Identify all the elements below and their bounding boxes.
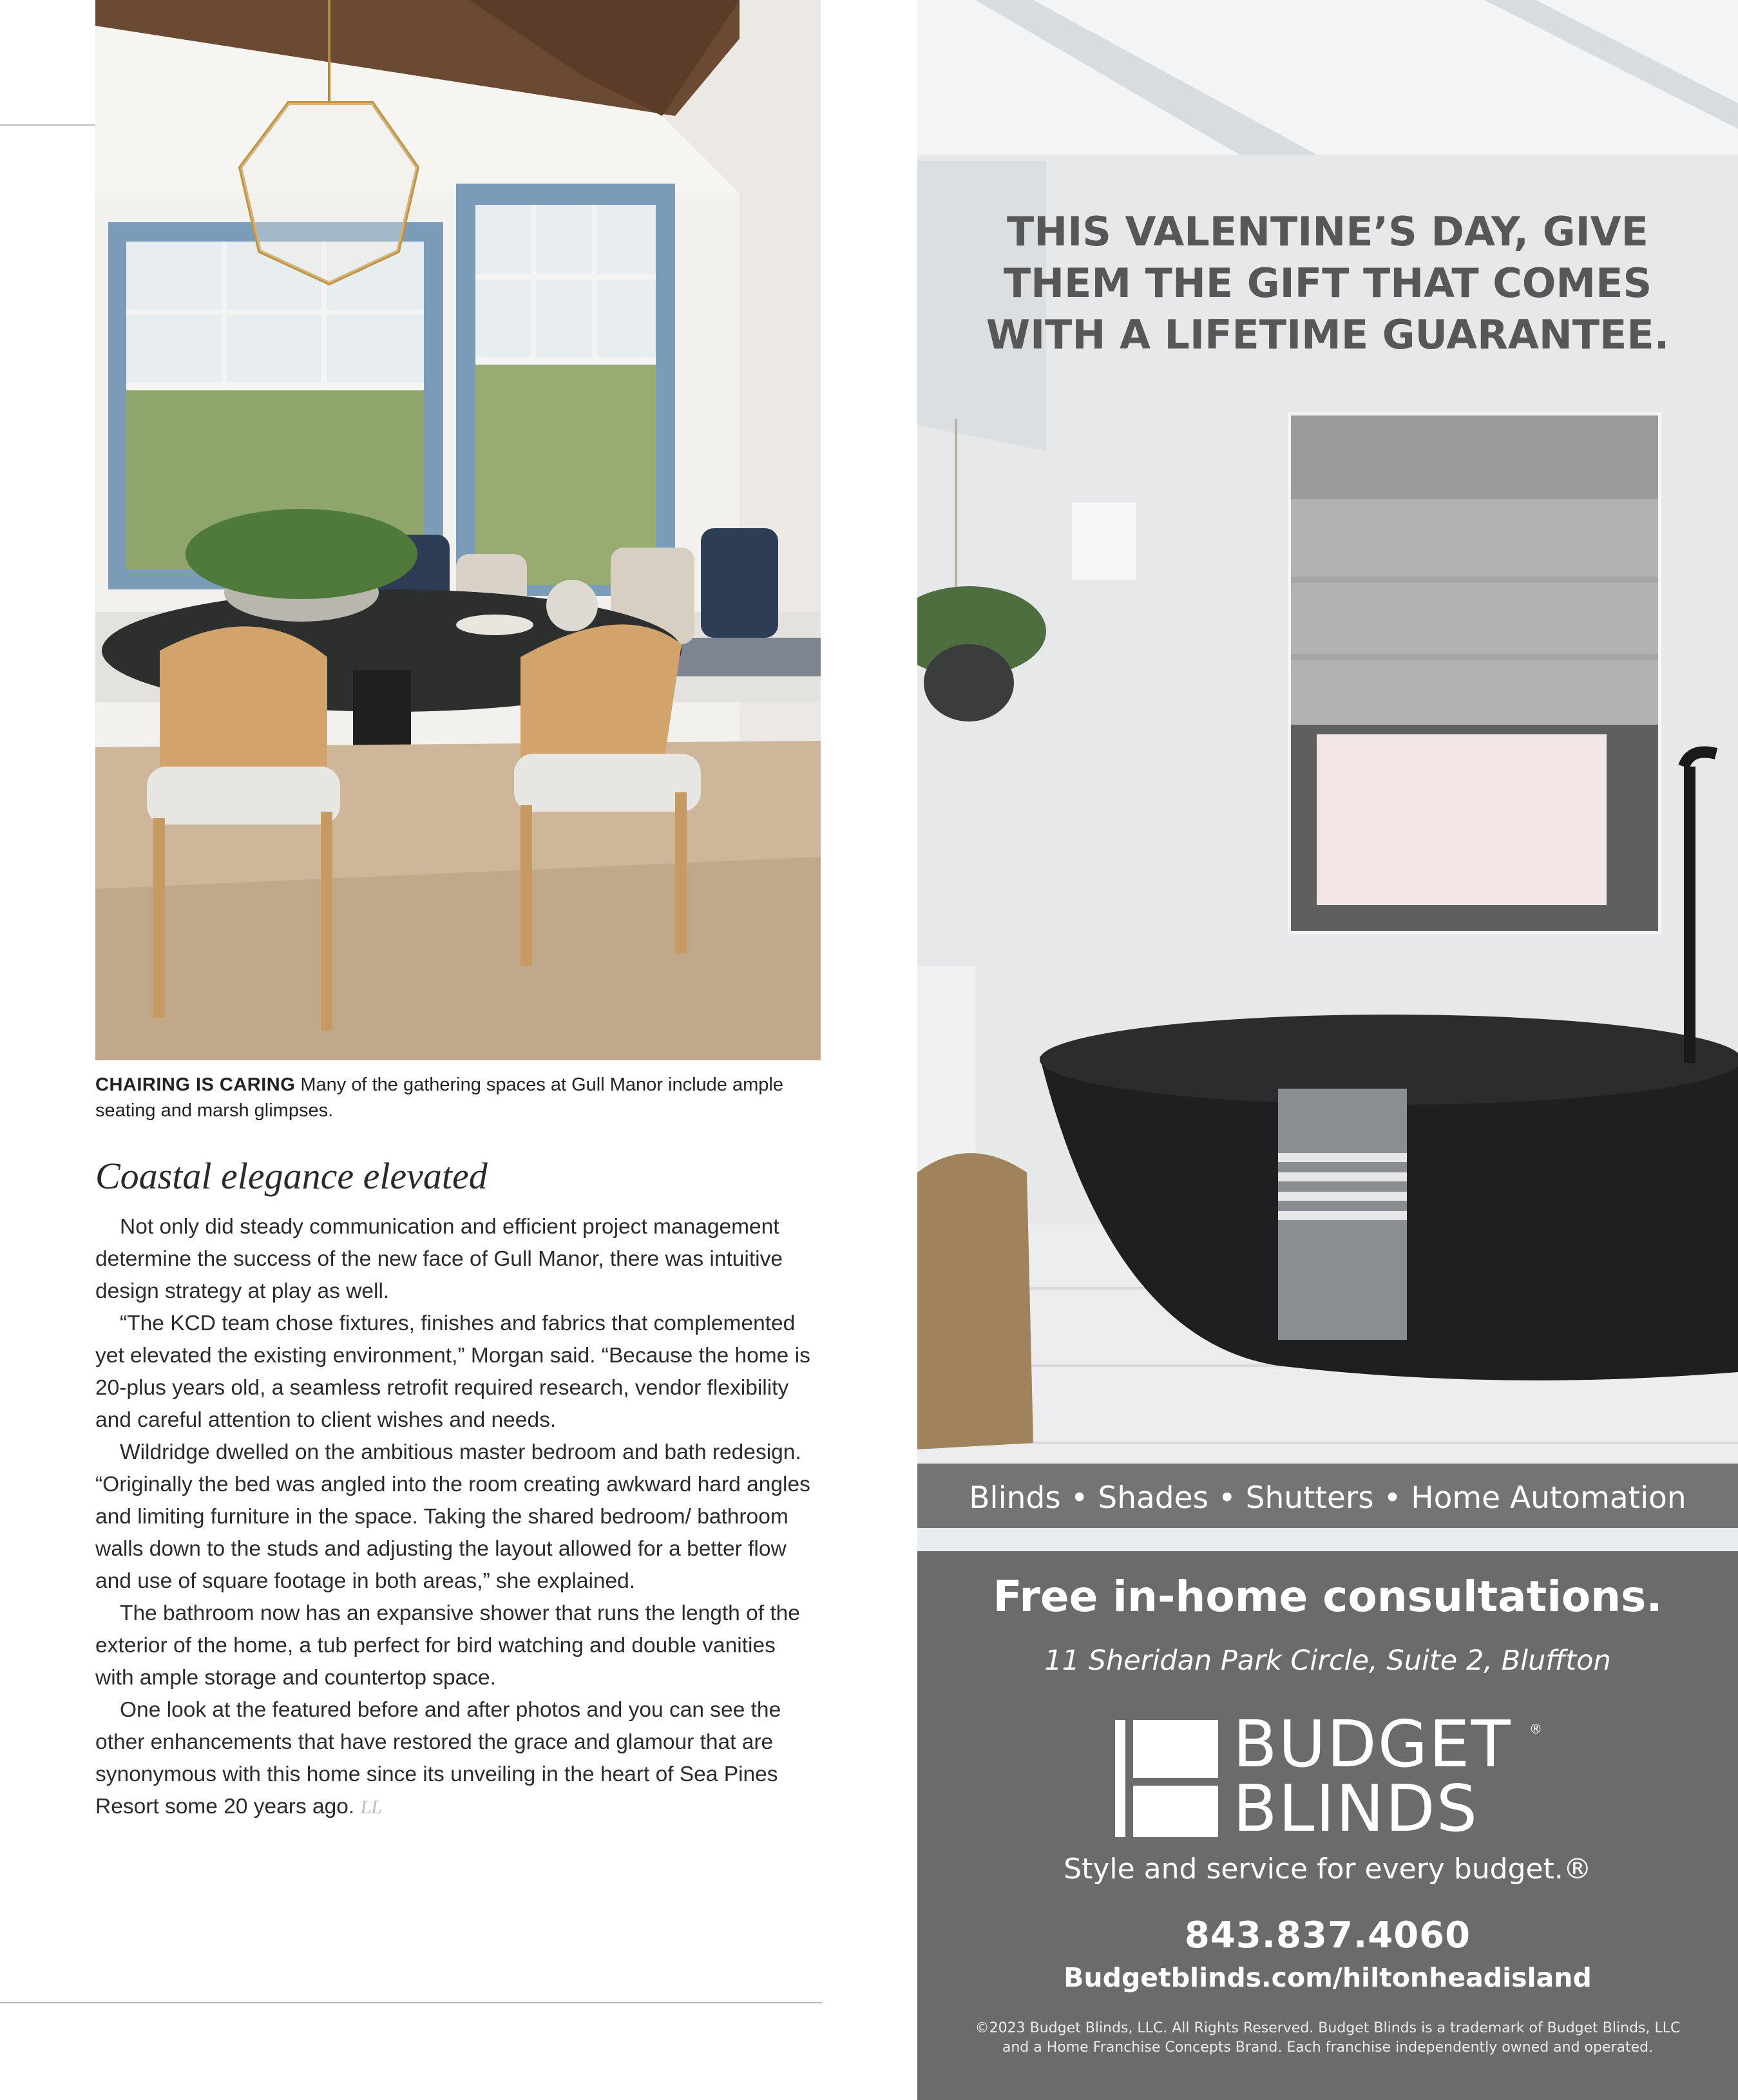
headline-line-2: THEM THE GIFT THAT COMES bbox=[1003, 260, 1652, 307]
website-link[interactable]: Budgetblinds.com/hiltonheadisland bbox=[1064, 1962, 1592, 1993]
headline-line-1: THIS VALENTINE’S DAY, GIVE bbox=[1007, 208, 1648, 255]
legal-notice bbox=[917, 2019, 1738, 2057]
caption-label: CHAIRING IS CARING bbox=[95, 1074, 296, 1095]
brand-line-2: BLINDS bbox=[1233, 1771, 1479, 1846]
paragraph-5 bbox=[95, 1694, 817, 1824]
paragraph-3: Wildridge dwelled on the ambitious master bedroom and bath redesign. “Originally the bed was angled into the room creating awkward hard angles and limiting furniture in the space. Taking the shared bedroom/ bathroom walls down to the studs and adjusting the layout allowed for a better flow and use of square footage in both areas,” she explained. bbox=[95, 1440, 810, 1593]
article-body bbox=[95, 1211, 817, 1824]
headline-line-3: WITH A LIFETIME GUARANTEE. bbox=[986, 311, 1670, 358]
budget-blinds-logo-icon bbox=[1115, 1720, 1218, 1837]
store-address: 11 Sheridan Park Circle, Suite 2, Bluffton bbox=[1044, 1645, 1611, 1677]
caption-text-line2: seating and marsh glimpses. bbox=[95, 1100, 334, 1121]
signoff-mark: LL bbox=[360, 1797, 382, 1818]
phone-number[interactable]: 843.837.4060 bbox=[1184, 1914, 1471, 1956]
consultation-offer: Free in-home consultations. bbox=[993, 1572, 1663, 1621]
budget-blinds-ad bbox=[917, 0, 1738, 2100]
section-heading: Coastal elegance elevated bbox=[95, 1155, 488, 1197]
top-rule bbox=[0, 124, 95, 126]
bottom-rule bbox=[0, 2002, 822, 2003]
caption-text: Many of the gathering spaces at Gull Manor include ample bbox=[300, 1074, 783, 1095]
legal-line-1: ©2023 Budget Blinds, LLC. All Rights Reserved. Budget Blinds is a trademark of Budget Blinds, LLC bbox=[975, 2020, 1681, 2036]
paragraph-2: “The KCD team chose fixtures, finishes and fabrics that complemented yet elevated the existing environment,” Morgan said. “Because the home is 20-plus years old, a seamless retrofit required research, vendor flexibility and careful attention to client wishes and needs. bbox=[95, 1312, 810, 1432]
paragraph-5-text: One look at the featured before and after photos and you can see the other enhancements that have restored the grace and glamour that are synonymous with this home since its unveiling in the heart of Sea Pines Resort some 20 years ago. bbox=[95, 1698, 781, 1818]
brand-wordmark bbox=[1233, 1706, 1512, 1846]
paragraph-1: Not only did steady communication and efficient project management determine the success of the new face of Gull Manor, there was intuitive design strategy at play as well. bbox=[95, 1215, 783, 1303]
ad-headline bbox=[917, 206, 1738, 361]
brand-line-1: BUDGET bbox=[1233, 1706, 1512, 1782]
legal-line-2: and a Home Franchise Concepts Brand. Each franchise independently owned and operated. bbox=[1002, 2039, 1654, 2056]
photo-caption bbox=[95, 1072, 821, 1123]
services-tagline: Blinds • Shades • Shutters • Home Automation bbox=[969, 1480, 1686, 1516]
registered-mark: ® bbox=[1529, 1721, 1542, 1737]
dining-nook-photo bbox=[95, 0, 821, 1060]
paragraph-4: The bathroom now has an expansive shower that runs the length of the exterior of the home, a tub perfect for bird watching and double vanities with ample storage and countertop space. bbox=[95, 1601, 800, 1690]
brand-slogan: Style and service for every budget.® bbox=[1064, 1853, 1592, 1885]
